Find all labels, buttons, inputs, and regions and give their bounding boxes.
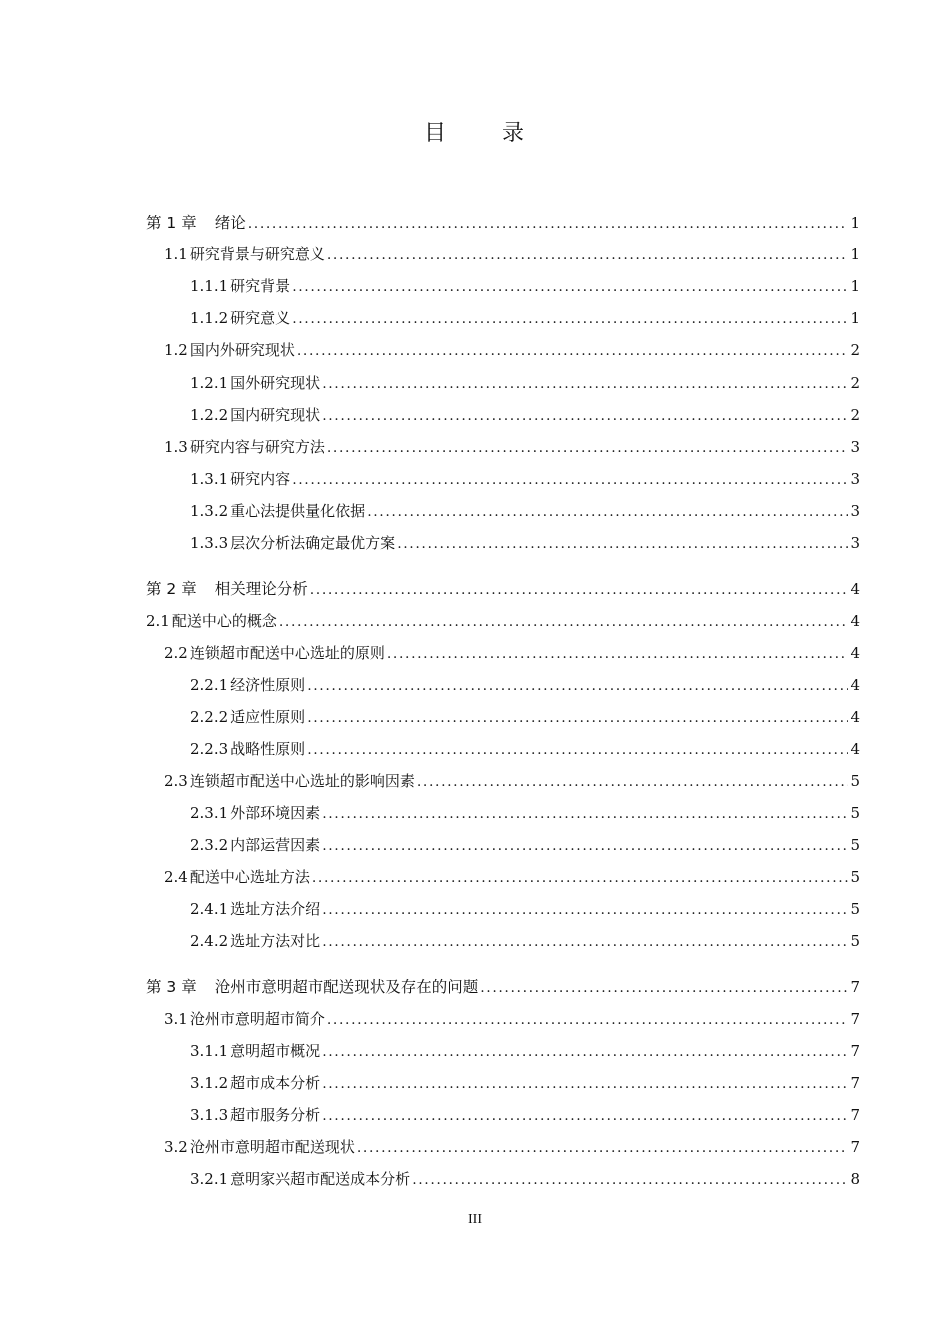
page-number: III — [468, 1212, 482, 1227]
toc-entry-title: 研究背景与研究意义 — [189, 245, 325, 263]
toc-entry[interactable] — [190, 674, 860, 696]
toc-entry-page: 1 — [850, 214, 860, 232]
toc-entry-page: 2 — [850, 341, 860, 359]
toc-entry[interactable] — [164, 339, 860, 361]
toc-entry-page: 4 — [850, 740, 860, 758]
toc-entry-page: 5 — [850, 932, 860, 950]
toc-entry-page: 5 — [850, 772, 860, 790]
dot-leader — [322, 1041, 848, 1063]
toc-entry-number: 1.2 — [164, 341, 188, 359]
toc-entry-title: 选址方法介绍 — [230, 900, 321, 918]
toc-chapter-entry[interactable] — [146, 212, 860, 234]
toc-entry-number: 3.2.1 — [190, 1170, 229, 1188]
toc-entry-number: 3.1.1 — [190, 1042, 229, 1060]
dot-leader — [307, 675, 848, 697]
toc-entry-page: 4 — [850, 612, 860, 630]
toc-entry-title: 研究意义 — [230, 309, 291, 327]
toc-entry-title: 研究内容与研究方法 — [189, 438, 325, 456]
page-title — [0, 116, 950, 147]
dot-leader — [417, 771, 848, 793]
toc-entry-number: 1.1 — [164, 245, 188, 263]
dot-leader — [327, 244, 848, 266]
toc-entry-title: 超市成本分析 — [230, 1074, 321, 1092]
toc-entry-number: 2.4.2 — [190, 932, 229, 950]
toc-entry-number: 2.2.1 — [190, 676, 229, 694]
toc-entry-page: 5 — [850, 868, 860, 886]
toc-entry-page: 5 — [850, 804, 860, 822]
toc-entry-title: 内部运营因素 — [230, 836, 321, 854]
dot-leader — [292, 308, 848, 330]
toc-entry-page: 7 — [850, 978, 860, 996]
dot-leader — [480, 977, 848, 999]
toc-entry-number: 2.4.1 — [190, 900, 229, 918]
toc-entry-number: 2.1 — [146, 612, 170, 630]
dot-leader — [292, 469, 848, 491]
toc-entry-page: 7 — [850, 1138, 860, 1156]
toc-entry[interactable] — [190, 834, 860, 856]
dot-leader — [357, 1137, 848, 1159]
toc-entry-page: 4 — [850, 644, 860, 662]
dot-leader — [312, 867, 848, 889]
toc-entry-title: 绪论 — [214, 214, 246, 232]
toc-entry-number: 1.3 — [164, 438, 188, 456]
toc-entry[interactable] — [164, 642, 860, 664]
toc-entry-page: 3 — [850, 534, 860, 552]
toc-entry-page: 5 — [850, 900, 860, 918]
toc-entry-title: 外部环境因素 — [230, 804, 321, 822]
toc-entry-number: 3.2 — [164, 1138, 188, 1156]
toc-entry-page: 4 — [850, 676, 860, 694]
toc-entry-title: 连锁超市配送中心选址的原则 — [189, 644, 385, 662]
toc-entry-number: 1.3.3 — [190, 534, 229, 552]
toc-entry-number: 1.1.1 — [190, 277, 229, 295]
toc-entry-number: 第 1 章 — [146, 214, 197, 232]
toc-entry[interactable] — [164, 243, 860, 265]
toc-entry-number: 第 2 章 — [146, 580, 197, 598]
toc-entry-title: 意明超市概况 — [230, 1042, 321, 1060]
dot-leader — [322, 931, 848, 953]
toc-entry-title: 研究背景 — [230, 277, 291, 295]
toc-entry[interactable] — [190, 307, 860, 329]
toc-entry-title: 连锁超市配送中心选址的影响因素 — [189, 772, 415, 790]
dot-leader — [322, 373, 848, 395]
toc-entry-page: 3 — [850, 502, 860, 520]
toc-entry[interactable] — [190, 930, 860, 952]
toc-entry-number: 第 3 章 — [146, 978, 197, 996]
toc-entry[interactable] — [164, 866, 860, 888]
toc-entry-title: 选址方法对比 — [230, 932, 321, 950]
toc-entry-title: 超市服务分析 — [230, 1106, 321, 1124]
toc-entry-number: 1.3.2 — [190, 502, 229, 520]
dot-leader — [412, 1169, 848, 1191]
dot-leader — [279, 611, 848, 633]
toc-entry[interactable] — [190, 468, 860, 490]
toc-entry[interactable] — [190, 738, 860, 760]
toc-entry[interactable] — [190, 1168, 860, 1190]
toc-entry-number: 1.2.1 — [190, 374, 229, 392]
dot-leader — [248, 213, 848, 235]
toc-entry-number: 1.2.2 — [190, 406, 229, 424]
toc-chapter-entry[interactable] — [146, 976, 860, 998]
dot-leader — [322, 803, 848, 825]
toc-entry-number: 2.2.2 — [190, 708, 229, 726]
toc-entry[interactable] — [190, 532, 860, 554]
toc-entry-page: 1 — [850, 245, 860, 263]
toc-entry[interactable] — [164, 770, 860, 792]
toc-entry-title: 意明家兴超市配送成本分析 — [230, 1170, 411, 1188]
toc-entry[interactable] — [190, 706, 860, 728]
toc-entry-number: 2.4 — [164, 868, 188, 886]
toc-entry[interactable] — [190, 802, 860, 824]
toc-entry-page: 3 — [850, 470, 860, 488]
toc-entry-page: 8 — [850, 1170, 860, 1188]
dot-leader — [322, 1105, 848, 1127]
dot-leader — [322, 899, 848, 921]
toc-entry-title: 国外研究现状 — [230, 374, 321, 392]
toc-entry-title: 国内研究现状 — [230, 406, 321, 424]
toc-entry[interactable] — [190, 1104, 860, 1126]
dot-leader — [387, 643, 848, 665]
toc-entry[interactable] — [190, 898, 860, 920]
toc-entry[interactable] — [146, 610, 860, 632]
toc-entry-title: 沧州市意明超市配送现状 — [189, 1138, 355, 1156]
toc-entry-page: 7 — [850, 1106, 860, 1124]
toc-entry-page: 7 — [850, 1010, 860, 1028]
toc-entry-title: 国内外研究现状 — [189, 341, 295, 359]
toc-entry-number: 2.2 — [164, 644, 188, 662]
toc-entry-page: 4 — [850, 580, 860, 598]
dot-leader — [292, 276, 848, 298]
toc-entry-page: 5 — [850, 836, 860, 854]
toc-entry-number: 2.3.1 — [190, 804, 229, 822]
dot-leader — [307, 739, 848, 761]
toc-entry[interactable] — [164, 1008, 860, 1030]
toc-entry[interactable] — [190, 500, 860, 522]
toc-entry[interactable] — [190, 1040, 860, 1062]
dot-leader — [397, 533, 848, 555]
toc-entry-title: 沧州市意明超市配送现状及存在的问题 — [214, 978, 479, 996]
toc-entry[interactable] — [164, 1136, 860, 1158]
dot-leader — [327, 1009, 848, 1031]
toc-entry[interactable] — [190, 275, 860, 297]
title-char-1: 目 — [423, 121, 448, 146]
dot-leader — [322, 405, 848, 427]
toc-entry-page: 2 — [850, 406, 860, 424]
toc-entry-number: 3.1 — [164, 1010, 188, 1028]
dot-leader — [322, 1073, 848, 1095]
toc-entry[interactable] — [164, 436, 860, 458]
toc-entry-title: 沧州市意明超市简介 — [189, 1010, 325, 1028]
toc-entry-title: 适应性原则 — [230, 708, 306, 726]
toc-entry-title: 重心法提供量化依据 — [230, 502, 366, 520]
toc-entry-page: 2 — [850, 374, 860, 392]
toc-entry-title: 层次分析法确定最优方案 — [230, 534, 396, 552]
toc-entry-page: 1 — [850, 277, 860, 295]
toc-entry-title: 经济性原则 — [230, 676, 306, 694]
dot-leader — [297, 340, 848, 362]
dot-leader — [322, 835, 848, 857]
toc-entry-number: 3.1.2 — [190, 1074, 229, 1092]
toc-entry-title: 配送中心选址方法 — [189, 868, 310, 886]
dot-leader — [367, 501, 848, 523]
toc-entry-title: 研究内容 — [230, 470, 291, 488]
toc-entry-number: 2.2.3 — [190, 740, 229, 758]
toc-entry-page: 1 — [850, 309, 860, 327]
toc-entry-page: 4 — [850, 708, 860, 726]
toc-entry-number: 1.1.2 — [190, 309, 229, 327]
toc-entry-number: 2.3 — [164, 772, 188, 790]
toc-entry-number: 2.3.2 — [190, 836, 229, 854]
toc-entry[interactable] — [190, 1072, 860, 1094]
toc-chapter-entry[interactable] — [146, 578, 860, 600]
toc-entry[interactable] — [190, 372, 860, 394]
dot-leader — [310, 579, 848, 601]
toc-entry[interactable] — [190, 404, 860, 426]
toc-entry-page: 7 — [850, 1074, 860, 1092]
title-char-2: 录 — [502, 121, 527, 146]
toc-entry-page: 3 — [850, 438, 860, 456]
dot-leader — [327, 437, 848, 459]
toc-entry-title: 战略性原则 — [230, 740, 306, 758]
toc-entry-title: 配送中心的概念 — [171, 612, 277, 630]
toc-entry-page: 7 — [850, 1042, 860, 1060]
toc-entry-number: 1.3.1 — [190, 470, 229, 488]
toc-entry-title: 相关理论分析 — [214, 580, 308, 598]
toc-entry-number: 3.1.3 — [190, 1106, 229, 1124]
dot-leader — [307, 707, 848, 729]
